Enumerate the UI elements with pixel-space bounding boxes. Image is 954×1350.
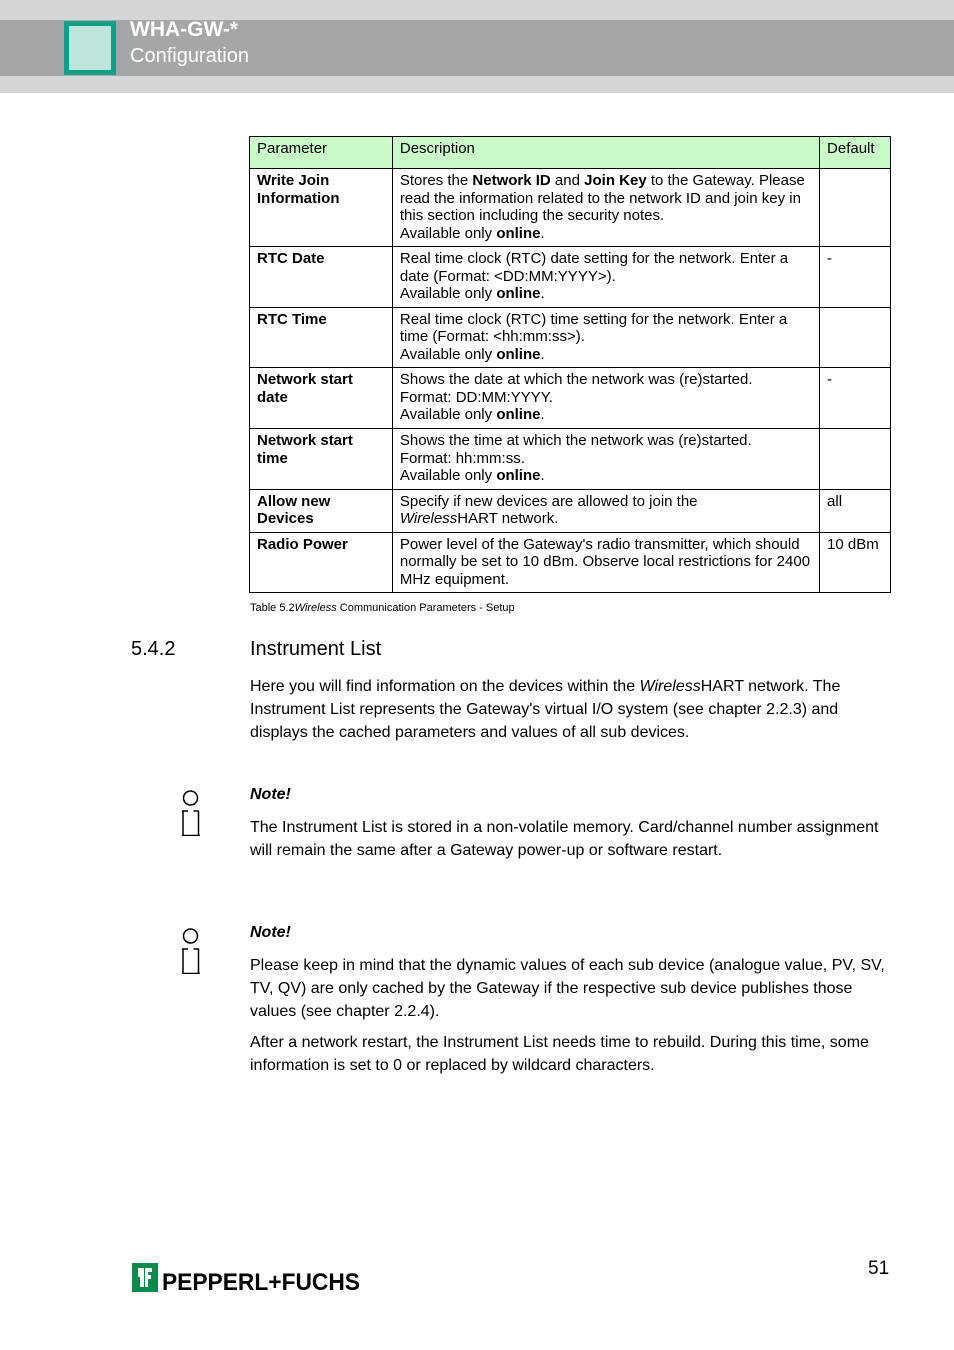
document-subtitle: Configuration <box>130 45 249 67</box>
table-row <box>250 368 891 429</box>
header-brand-square-inner <box>69 26 111 70</box>
table-row <box>250 532 891 593</box>
bold-text: online <box>496 345 541 363</box>
parameter-name-cell: Network start date <box>250 368 393 429</box>
parameter-name-cell: RTC Date <box>250 247 393 308</box>
text-run: Format: hh:mm:ss. <box>399 449 525 467</box>
description-cell <box>392 489 819 532</box>
note-2-label: Note! <box>250 924 291 941</box>
description-cell <box>392 368 819 429</box>
parameter-name-cell: RTC Time <box>250 307 393 368</box>
default-value-cell <box>820 429 891 490</box>
bold-text: online <box>496 406 541 423</box>
document-title: WHA-GW-* <box>130 18 239 41</box>
description-cell <box>392 247 819 308</box>
default-value-cell: 10 dBm <box>820 532 891 593</box>
table-header-row <box>250 137 891 169</box>
text-run: Shows the date at which the network was (re)started. <box>399 371 753 388</box>
table-row <box>250 429 891 490</box>
text-run: HART network. The Instrument List represents the Gateway's virtual I/O system (see chapter 2.2.3) and displays the cached parameters and values of all sub devices. <box>250 678 841 741</box>
column-header-description: Description <box>392 137 819 169</box>
table-row <box>250 169 891 247</box>
default-value-cell: - <box>820 368 891 429</box>
pepperl-fuchs-logo <box>132 1263 362 1293</box>
default-value-cell <box>820 307 891 368</box>
text-run: Available only <box>399 345 497 363</box>
text-run: . <box>540 285 545 302</box>
text-run: Available only <box>399 467 497 484</box>
italic-text: Wireless <box>639 678 701 695</box>
text-run: Available only <box>399 406 497 423</box>
text-run: and <box>550 172 585 189</box>
description-cell <box>392 532 819 593</box>
text-run: . <box>540 224 545 242</box>
default-value-cell <box>820 169 891 247</box>
text-run: Stores the <box>399 172 473 189</box>
table-row <box>250 307 891 368</box>
bold-text: Network ID <box>472 172 551 189</box>
section-intro-paragraph <box>250 675 890 744</box>
text-run: . <box>540 406 545 423</box>
text-run: Format: DD:MM:YYYY. <box>399 388 553 406</box>
caption-rest: Communication Parameters - Setup <box>336 602 515 614</box>
text-run: . <box>540 345 545 363</box>
text-run: Available only <box>399 285 497 302</box>
parameter-name-cell: Radio Power <box>250 532 393 593</box>
note-2-text-2: After a network restart, the Instrument List needs time to rebuild. During this time, some information is set to 0 or replaced by wildcard characters. <box>250 1034 869 1074</box>
note-2-text-1: Please keep in mind that the dynamic values of each sub device (analogue value, PV, SV, TV, QV) are only cached by the Gateway if the respective sub device publishes those values (see chapter 2.2.4). <box>250 957 885 1020</box>
column-header-default: Default <box>820 137 891 169</box>
section-title: Instrument List <box>250 638 382 660</box>
table-row <box>250 489 891 532</box>
default-value-cell: all <box>820 489 891 532</box>
note-info-icon <box>180 790 202 836</box>
text-run: Shows the time at which the network was (re)started. <box>399 432 752 449</box>
caption-italic: Wireless <box>294 602 337 614</box>
text-run: Power level of the Gateway's radio transmitter, which should normally be set to 10 dBm. Observe local restrictions for 2400 MHz equipment. <box>399 535 811 588</box>
text-run: Available only <box>399 224 497 242</box>
note-1-label: Note! <box>250 786 291 803</box>
text-run: to the Gateway. Please read the information related to the network ID and join key in this section including the security notes. <box>399 172 805 224</box>
section-number: 5.4.2 <box>131 638 176 660</box>
column-header-parameter: Parameter <box>250 137 393 169</box>
parameter-name-cell: Write Join Information <box>250 169 393 247</box>
parameter-name-cell: Allow new Devices <box>250 489 393 532</box>
text-run: . <box>540 467 545 484</box>
bold-text: Join Key <box>584 172 647 189</box>
text-run: Here you will find information on the devices within the <box>250 678 640 695</box>
note-info-icon <box>180 928 202 974</box>
table-row <box>250 247 891 308</box>
parameter-name-cell: Network start time <box>250 429 393 490</box>
description-cell <box>392 429 819 490</box>
default-value-cell: - <box>820 247 891 308</box>
logo-wordmark: PEPPERL+FUCHS <box>162 1269 360 1293</box>
table-body <box>250 169 891 593</box>
caption-prefix: Table 5.2 <box>250 602 295 614</box>
bold-text: online <box>496 285 541 302</box>
header-brand-square <box>64 21 116 75</box>
text-run: Specify if new devices are allowed to join the <box>399 492 698 510</box>
page-number: 51 <box>868 1258 890 1279</box>
text-run: HART network. <box>457 510 559 527</box>
parameter-table <box>249 136 891 593</box>
table-caption <box>250 602 515 614</box>
text-run: Real time clock (RTC) date setting for the network. Enter a date (Format: <DD:MM:YYYY>). <box>399 250 789 285</box>
bold-text: online <box>496 224 541 242</box>
description-cell <box>392 307 819 368</box>
description-cell <box>392 169 819 247</box>
text-run: Real time clock (RTC) time setting for the network. Enter a time (Format: <hh:mm:ss>). <box>399 310 788 345</box>
bold-text: online <box>496 467 541 484</box>
italic-text: Wireless <box>399 510 458 527</box>
note-1-text: The Instrument List is stored in a non-volatile memory. Card/channel number assignment will remain the same after a Gateway power-up or software restart. <box>250 819 879 859</box>
